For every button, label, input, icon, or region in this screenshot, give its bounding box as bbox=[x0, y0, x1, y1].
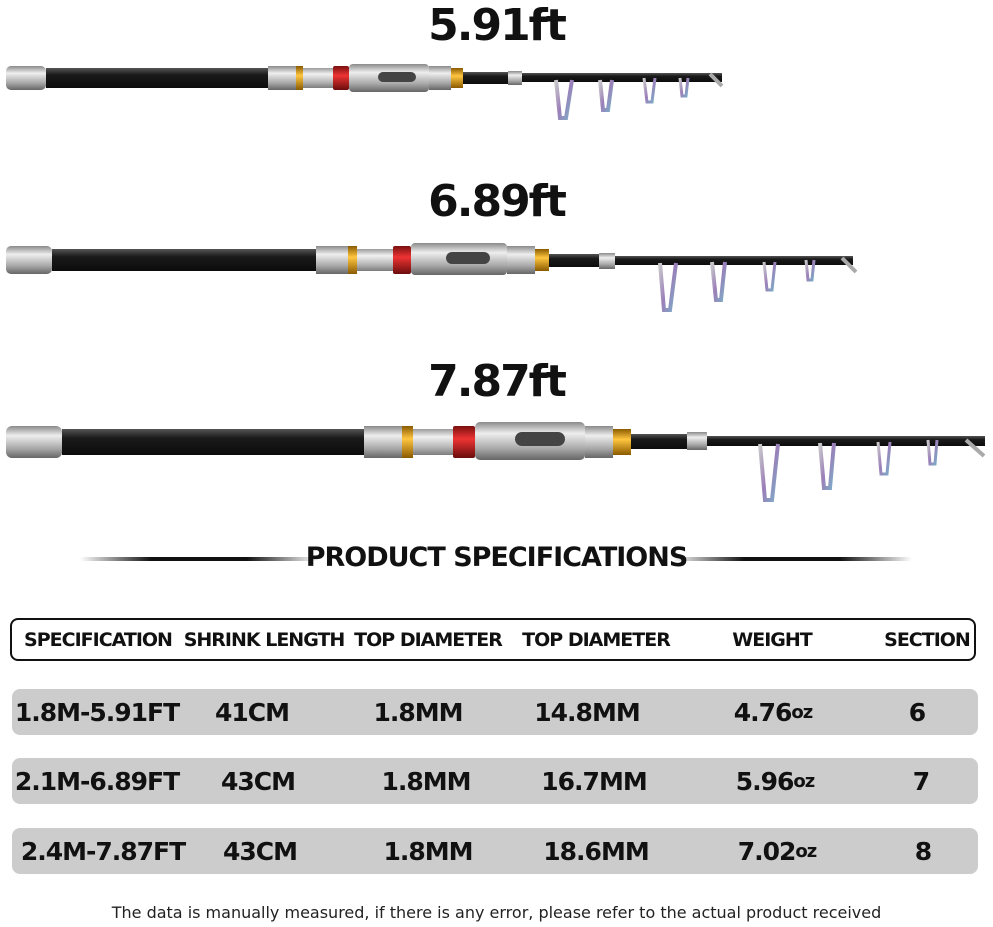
cell-section: 7 bbox=[912, 766, 930, 796]
weight-value: 5.96 bbox=[735, 766, 794, 796]
cell-top-diameter-2: 16.7MM bbox=[541, 766, 647, 796]
cell-top-diameter-1: 1.8MM bbox=[381, 766, 471, 796]
cell-spec: 2.4M-7.87FT bbox=[20, 836, 186, 866]
spec-table-header bbox=[10, 618, 976, 661]
table-row bbox=[12, 758, 978, 804]
cell-top-diameter-1: 1.8MM bbox=[373, 697, 463, 727]
weight-unit: oz bbox=[791, 701, 813, 723]
cell-top-diameter-2: 18.6MM bbox=[543, 836, 649, 866]
cell-weight bbox=[722, 828, 832, 874]
header-shrink-length: SHRINK LENGTH bbox=[183, 628, 345, 651]
cell-top-diameter-2: 14.8MM bbox=[534, 697, 640, 727]
section-title: PRODUCT SPECIFICATIONS bbox=[305, 542, 688, 573]
rod-title-2: 6.89ft bbox=[428, 176, 565, 227]
header-weight: WEIGHT bbox=[732, 628, 812, 651]
rod-title-1: 5.91ft bbox=[428, 0, 565, 51]
weight-value: 7.02 bbox=[737, 836, 796, 866]
rod-3 bbox=[6, 422, 985, 500]
table-row bbox=[12, 828, 978, 874]
cell-weight bbox=[718, 689, 828, 735]
cell-section: 8 bbox=[914, 836, 932, 866]
cell-shrink: 43CM bbox=[222, 836, 297, 866]
rod-title-3: 7.87ft bbox=[428, 356, 565, 407]
header-top-diameter-1: TOP DIAMETER bbox=[354, 628, 502, 651]
cell-spec: 2.1M-6.89FT bbox=[14, 766, 180, 796]
weight-unit: oz bbox=[795, 840, 817, 862]
rod-1 bbox=[6, 64, 722, 118]
weight-unit: oz bbox=[793, 770, 815, 792]
cell-section: 6 bbox=[908, 697, 926, 727]
footnote: The data is manually measured, if there is any error, please refer to the actual product received bbox=[111, 903, 882, 922]
table-row bbox=[12, 689, 978, 735]
header-section: SECTION bbox=[884, 628, 970, 651]
cell-shrink: 41CM bbox=[214, 697, 289, 727]
section-title-row bbox=[0, 540, 993, 580]
header-top-diameter-2: TOP DIAMETER bbox=[522, 628, 670, 651]
rod-2 bbox=[6, 243, 856, 310]
cell-spec: 1.8M-5.91FT bbox=[14, 697, 180, 727]
cell-top-diameter-1: 1.8MM bbox=[383, 836, 473, 866]
cell-shrink: 43CM bbox=[220, 766, 295, 796]
cell-weight bbox=[720, 758, 830, 804]
header-specification: SPECIFICATION bbox=[24, 628, 172, 651]
weight-value: 4.76 bbox=[733, 697, 792, 727]
